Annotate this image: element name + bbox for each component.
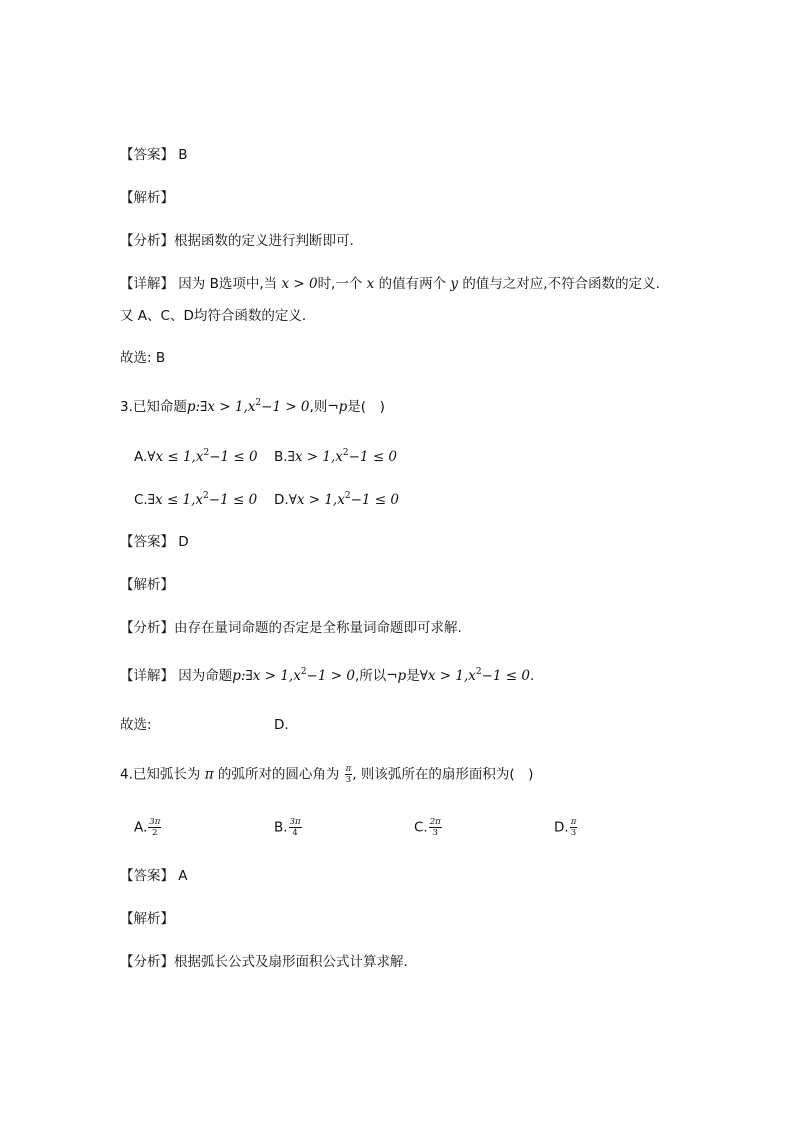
q4-option-c: [414, 817, 442, 838]
q2-detail-b: B: [209, 276, 219, 292]
q3-stem-math2: −1 > 0: [261, 399, 310, 415]
q4-angle-den: 3: [345, 775, 352, 785]
q3-detail-end: .: [529, 668, 535, 684]
q3-detail-math: p:∃x > 1,x: [232, 668, 301, 684]
q4-option-d-fraction: [570, 817, 578, 838]
q3-stem-mid: ,则: [309, 399, 328, 415]
q4-option-b: [274, 817, 302, 838]
q2-detail-prefix: 【详解】 因为: [120, 276, 206, 292]
q3-stem-prefix: 3.已知命题: [120, 399, 187, 415]
q4-stem: [120, 764, 533, 785]
q3-option-a: A.∀x ≤ $1,x^2-1 \le 0$: [134, 448, 258, 465]
q3-detail-mid: ,所以: [354, 668, 387, 684]
q3-detail-is: 是: [406, 668, 420, 684]
q4-option-b-den: 4: [292, 828, 298, 838]
q3-option-d-math2: −1 ≤ 0: [350, 492, 399, 508]
q3-stem-end: 是( ): [347, 399, 385, 415]
q3-option-d: D.∀x > $1,x^2-1 \le 0$: [274, 491, 399, 508]
q4-angle-num: π: [345, 764, 352, 774]
q3-answer: 【答案】 D: [120, 534, 189, 550]
q3-stem-math: p:∃x > 1,x: [186, 399, 256, 415]
q4-answer: 【答案】 A: [120, 868, 188, 884]
q2-analysis: 【解析】: [120, 190, 174, 206]
q3-option-a-math: ∀x ≤ 1,x: [147, 449, 204, 465]
q3-option-d-math: ∀x > 1,x: [288, 492, 345, 508]
q4-option-a: [134, 817, 161, 838]
q2-fenxi: 【分析】根据函数的定义进行判断即可.: [120, 233, 354, 249]
q4-option-d-den: 3: [570, 828, 577, 838]
q3-option-c-math2: −1 ≤ 0: [208, 492, 258, 508]
q2-detail-end: 的值与之对应,不符合函数的定义.: [462, 276, 660, 292]
q3-option-d-label: D.: [274, 492, 289, 508]
q4-stem-mid: 的弧所对的圆心角为: [217, 766, 340, 783]
q4-fenxi: 【分析】根据弧长公式及扇形面积公式计算求解.: [120, 954, 408, 970]
q2-detail-line2: 又 A、C、D均符合函数的定义.: [120, 308, 307, 324]
q3-fenxi: 【分析】由存在量词命题的否定是全称量词命题即可求解.: [120, 620, 462, 636]
q4-option-c-num: 2π: [429, 817, 441, 827]
q3-option-c-label: C.: [134, 492, 148, 508]
q4-option-d-label: D.: [554, 819, 569, 836]
q4-analysis: 【解析】: [120, 911, 174, 927]
q2-detail-mid3: 的值有两个: [378, 276, 447, 292]
q4-option-c-label: C.: [414, 819, 428, 836]
q4-option-a-label: A.: [134, 819, 148, 836]
q3-detail-prefix: 【详解】 因为命题: [120, 668, 233, 684]
q4-option-d: [554, 817, 577, 838]
q2-answer: 【答案】 B: [120, 147, 188, 163]
q4-option-b-num: 3π: [289, 817, 301, 827]
q4-stem-prefix: 4.已知弧长为: [120, 766, 201, 783]
q3-option-c: C.∃x ≤ $1,x^2-1 \le 0$: [134, 491, 258, 508]
q3-option-b-math: ∃x > 1,x: [287, 449, 343, 465]
q4-option-a-den: 2: [152, 828, 158, 838]
q4-option-b-label: B.: [274, 819, 288, 836]
q3-detail-math4: −1 ≤ 0: [481, 668, 530, 684]
q3-detail-math3: ∀x > 1,x: [419, 668, 476, 684]
q3-detail: 【详解】 因为命题p:∃x > $1,x^2-1 > 0$,所以¬p是∀x > $1,x^2-1 \le 0$.: [120, 667, 535, 684]
q3-detail-math2: −1 > 0: [306, 668, 355, 684]
q3-option-b: B.∃x > $1,x^2-1 \le 0$: [274, 448, 398, 465]
q4-option-d-num: π: [570, 817, 577, 827]
q2-y: y: [450, 276, 459, 292]
q2-detail-mid1: 选项中,当: [218, 276, 278, 292]
q3-analysis: 【解析】: [120, 577, 174, 593]
q2-final: 故选: B: [120, 350, 166, 366]
q3-option-a-math2: −1 ≤ 0: [209, 449, 258, 465]
q3-option-c-math: ∃x ≤ 1,x: [147, 492, 204, 508]
q4-option-c-fraction: [429, 817, 442, 838]
q3-final-label: 故选:: [120, 717, 152, 733]
q4-option-c-den: 3: [432, 828, 438, 838]
q3-final-value: D.: [274, 717, 289, 733]
q2-x: x: [366, 276, 375, 292]
q4-option-a-fraction: [148, 817, 161, 838]
q4-pi: π: [204, 766, 214, 783]
q3-option-b-math2: −1 ≤ 0: [348, 449, 398, 465]
q2-detail: [120, 274, 660, 294]
q3-option-b-label: B.: [274, 449, 288, 465]
q2-cond: x > 0: [281, 276, 318, 292]
q3-stem: 3.已知命题p:∃x > $1,x^2-1 > 0$,则¬p是( ): [120, 398, 385, 415]
q4-option-a-num: 3π: [149, 817, 161, 827]
q4-stem-end: , 则该弧所在的扇形面积为( ): [352, 766, 534, 783]
q3-stem-neg: ¬p: [327, 399, 348, 415]
q2-detail-mid2: 时,一个: [317, 276, 363, 292]
q4-option-b-fraction: [289, 817, 302, 838]
q3-option-a-label: A.: [134, 449, 148, 465]
q3-detail-neg: ¬p: [386, 668, 407, 684]
